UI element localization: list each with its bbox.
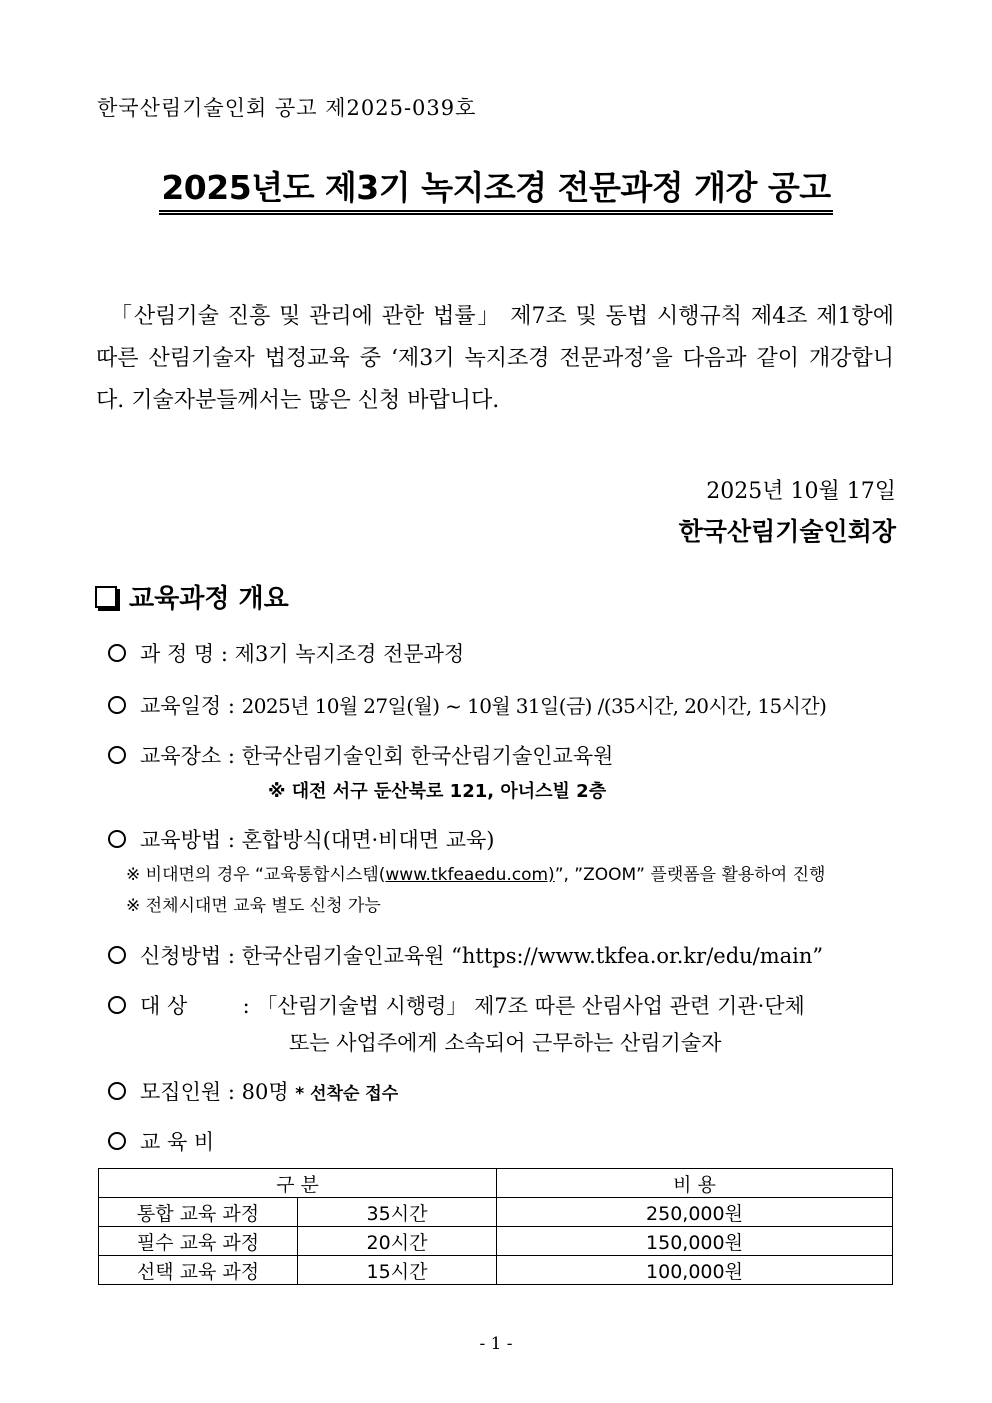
target-line2: 또는 사업주에게 소속되어 근무하는 산림기술자 [289,1031,722,1055]
method-note-offline: ※ 전체시대면 교육 별도 신청 가능 [126,896,381,916]
circle-bullet-icon [108,996,126,1014]
venue-address-note: ※ 대전 서구 둔산북로 121, 아너스빌 2층 [268,781,607,802]
page-number: - 1 - [479,1334,513,1354]
item-label: 교육장소 [140,744,222,768]
item-value: 80명 [241,1080,289,1104]
circle-bullet-icon [108,644,126,662]
table-row [99,1227,893,1256]
item-value: 한국산림기술인교육원 “https://www.tkfea.or.kr/edu/main” [241,944,824,968]
table-row [99,1198,893,1227]
item-separator: : [221,828,242,852]
capacity-note: * 선착순 접수 [295,1084,399,1104]
document-title-text: 2025년도 제3기 녹지조경 전문과정 개강 공고 [159,168,832,215]
table-cell: 15시간 [298,1256,497,1285]
table-cell: 필수 교육 과정 [99,1227,298,1256]
method-note-online [126,860,825,885]
circle-bullet-icon [108,830,126,848]
item-label: 과 정 명 [140,642,215,666]
table-row [99,1256,893,1285]
section-heading-text: 교육과정 개요 [129,584,289,614]
circle-bullet-icon [108,696,126,714]
item-fee [108,1126,214,1156]
item-label: 교육방법 [140,828,222,852]
table-cell: 선택 교육 과정 [99,1256,298,1285]
item-schedule [108,690,826,720]
issuer-name: 한국산림기술인회장 [678,517,896,546]
table-cell: 35시간 [298,1198,497,1227]
table-cell: 20시간 [298,1227,497,1256]
circle-bullet-icon [108,946,126,964]
circle-bullet-icon [108,1082,126,1100]
table-cell: 150,000원 [497,1227,893,1256]
item-value: 제3기 녹지조경 전문과정 [234,642,465,666]
table-header-cell: 비 용 [497,1169,893,1198]
table-header-cell: 구 분 [99,1169,497,1198]
note-prefix: ※ 비대면의 경우 “교육통합시스템( [126,865,386,885]
table-header-row [99,1169,893,1198]
item-separator: : [221,694,242,718]
item-value: 혼합방식(대면·비대면 교육) [241,828,495,852]
item-target [108,990,805,1020]
item-value: 2025년 10월 27일(월) ~ 10월 31일(금) /(35시간, 20시간, 15시간) [241,694,827,718]
item-value-line1: 「산림기술법 시행령」 제7조 따른 산림사업 관련 기관·단체 [256,994,805,1018]
item-capacity [108,1076,398,1106]
item-separator: : [214,642,235,666]
notice-date: 2025년 10월 17일 [706,479,896,504]
checkbox-square-icon [95,586,117,608]
item-course-name [108,638,464,668]
fee-table [98,1168,893,1285]
table-cell: 통합 교육 과정 [99,1198,298,1227]
item-label: 교 육 비 [140,1130,215,1154]
circle-bullet-icon [108,746,126,764]
item-label: 대 상 [140,994,188,1018]
circle-bullet-icon [108,1132,126,1150]
table-cell: 250,000원 [497,1198,893,1227]
item-label: 모집인원 [140,1080,222,1104]
item-separator: : [221,944,242,968]
section-heading [95,578,289,615]
intro-paragraph: 「산림기술 진흥 및 관리에 관한 법률」 제7조 및 동법 시행규칙 제4조 제1항에 따른 산림기술자 법정교육 중 ‘제3기 녹지조경 전문과정’을 다음과 같이 개강합니다. 기술자분들께서는 많은 신청 바랍니다. [96,304,894,413]
item-apply [108,940,823,970]
item-separator: : [221,744,242,768]
item-label: 교육일정 [140,694,222,718]
item-method [108,824,494,854]
item-value: 한국산림기술인회 한국산림기술인교육원 [241,744,614,768]
item-separator: : [221,1080,242,1104]
notice-number: 한국산림기술인회 공고 제2025-039호 [97,96,477,120]
document-title [0,168,992,215]
item-separator: : [236,994,257,1018]
item-label: 신청방법 [140,944,222,968]
edu-system-link[interactable]: www.tkfeaedu.com) [385,865,555,885]
note-suffix: ”, ”ZOOM” 플랫폼을 활용하여 진행 [554,865,826,885]
item-venue [108,740,613,770]
table-cell: 100,000원 [497,1256,893,1285]
